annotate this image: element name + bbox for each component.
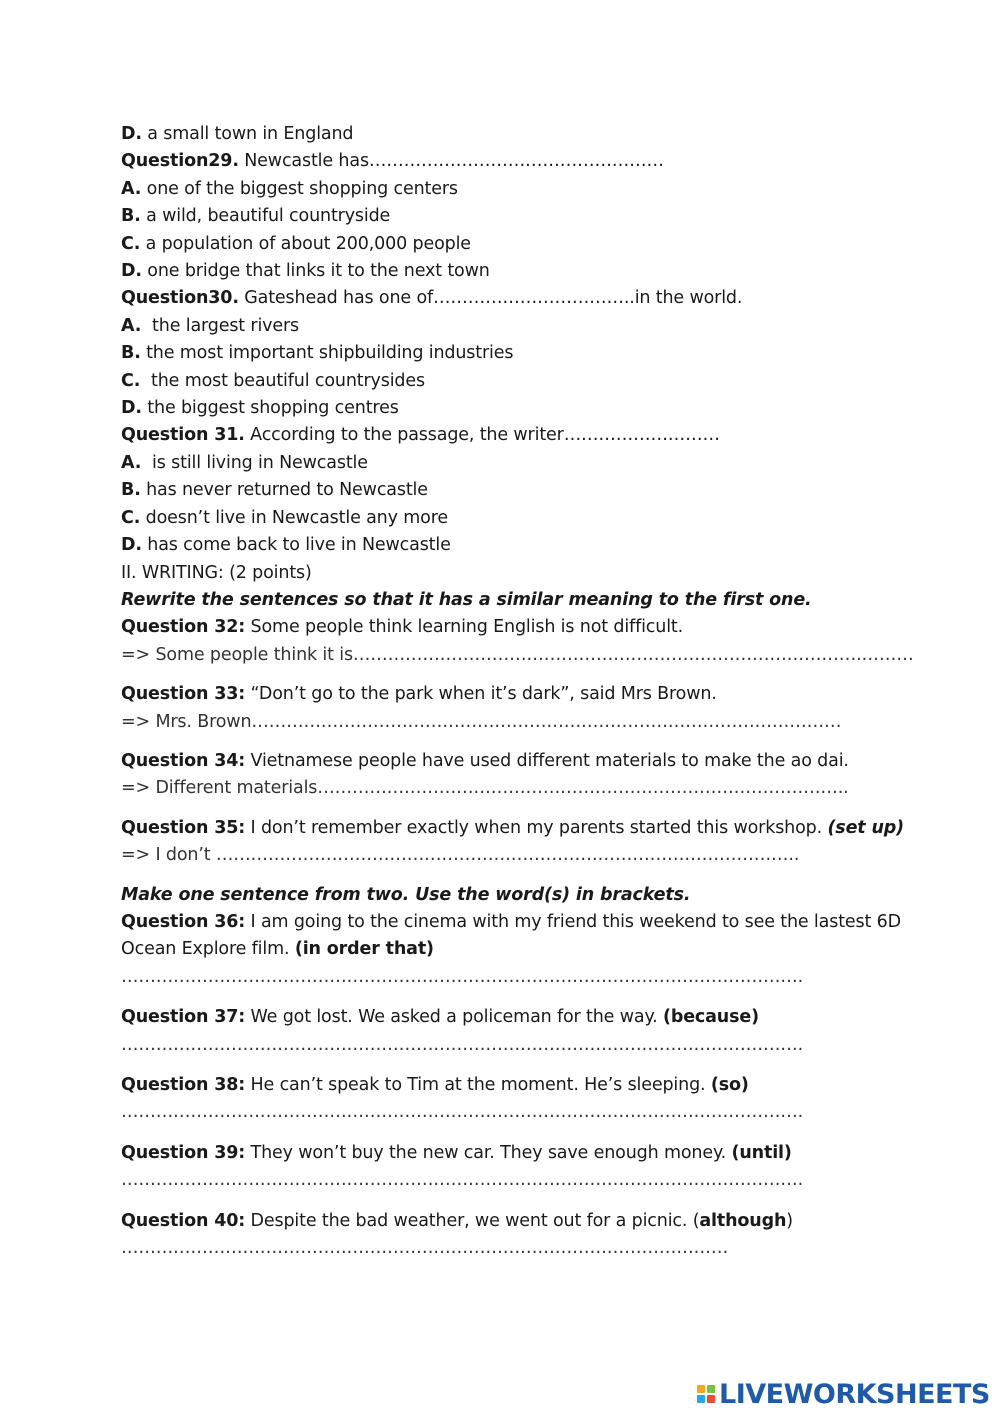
option-line: D. the biggest shopping centres [121,398,399,419]
option-line: B. the most important shipbuilding industries [121,343,514,364]
logo-text: LIVEWORKSHEETS [719,1378,990,1410]
section-heading: II. WRITING: (2 points) [121,562,312,583]
option-line: C. a population of about 200,000 people [121,233,471,254]
question-33: Question 33: “Don’t go to the park when it’s dark”, said Mrs Brown. [121,684,717,705]
option-line: A. is still living in Newcastle [121,452,368,473]
question-31: Question 31. According to the passage, the writer……………………… [121,425,720,446]
answer-line[interactable]: ………………………………………………………………………………………………………. [121,966,804,987]
question-36: Question 36: I am going to the cinema with my friend this weekend to see the lastest 6D [121,911,901,932]
answer-line[interactable]: => I don’t ……………………………………………………………………………………….. [121,845,800,866]
answer-line[interactable]: => Some people think it is…………………………………………………………………………….……… [121,644,914,665]
option-line: D. has come back to live in Newcastle [121,535,451,556]
option-line: A. the largest rivers [121,315,300,336]
option-line: A. one of the biggest shopping centers [121,178,458,199]
instruction: Make one sentence from two. Use the word(s) in brackets. [121,884,691,905]
option-line: C. doesn’t live in Newcastle any more [121,507,448,528]
question-39: Question 39: They won’t buy the new car. They save enough money. (until) [121,1142,792,1163]
question-34: Question 34: Vietnamese people have used different materials to make the ao dai. [121,750,849,771]
question-30: Question30. Gateshead has one of……………………………..in the world. [121,288,743,309]
option-line: C. the most beautiful countrysides [121,370,425,391]
answer-line[interactable]: ………………………………………………………………………………………………………. [121,1170,804,1191]
question-29: Question29. Newcastle has…………………………………………… [121,151,664,172]
question-40: Question 40: Despite the bad weather, we went out for a picnic. (although) [121,1210,793,1231]
answer-line[interactable]: …………………………………………………………………………………………… [121,1238,729,1259]
answer-line[interactable]: => Different materials……………………………………………………………………………….. [121,778,849,799]
instruction: Rewrite the sentences so that it has a similar meaning to the first one. [121,589,812,610]
logo-mark-icon [697,1385,715,1403]
option-line: D. one bridge that links it to the next town [121,261,490,282]
question-35: Question 35: I don’t remember exactly when my parents started this workshop. (set up) [121,817,904,838]
answer-line[interactable]: ………………………………………………………………………………………………………. [121,1034,804,1055]
answer-line[interactable]: => Mrs. Brown………………………………………………………………………………………… [121,711,842,732]
question-32: Question 32: Some people think learning English is not difficult. [121,617,684,638]
liveworksheets-logo [697,1376,990,1412]
answer-line[interactable]: ………………………………………………………………………………………………………. [121,1102,804,1123]
option-line: D. a small town in England [121,124,354,144]
worksheet-page [121,121,941,1262]
question-38: Question 38: He can’t speak to Tim at the moment. He’s sleeping. (so) [121,1075,749,1095]
question-36-cont: Ocean Explore film. (in order that) [121,939,434,960]
question-37: Question 37: We got lost. We asked a policeman for the way. (because) [121,1007,759,1028]
option-line: B. has never returned to Newcastle [121,480,428,501]
option-line: B. a wild, beautiful countryside [121,206,391,227]
